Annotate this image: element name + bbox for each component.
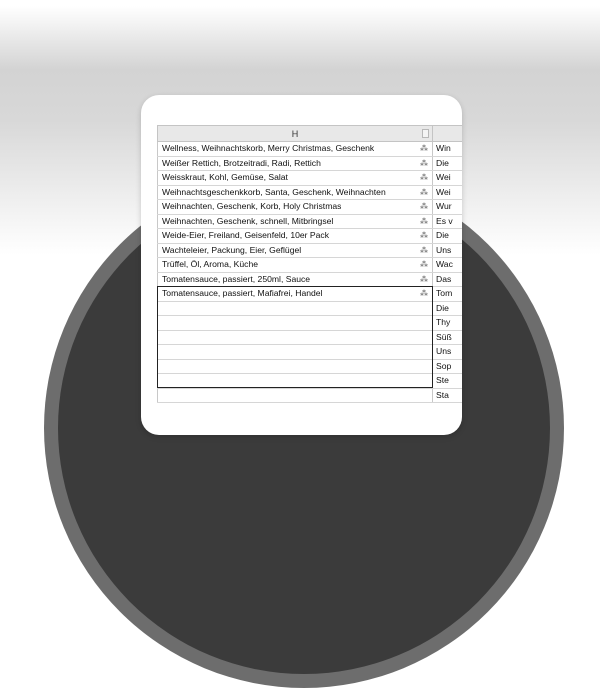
table-row bbox=[157, 200, 462, 215]
table-row bbox=[157, 374, 462, 389]
cell-text: Weisskraut, Kohl, Gemüse, Salat bbox=[162, 172, 288, 182]
cell-column-i[interactable]: Thy bbox=[436, 317, 451, 327]
cell-column-h[interactable] bbox=[157, 171, 433, 185]
cell-column-h[interactable] bbox=[157, 186, 433, 200]
cell-column-h[interactable] bbox=[157, 258, 433, 272]
cell-text: Weihnachten, Geschenk, Korb, Holy Christmas bbox=[162, 201, 342, 211]
cell-column-i[interactable]: Sta bbox=[436, 389, 449, 400]
cell-column-i[interactable]: Das bbox=[436, 273, 452, 284]
cell-column-h[interactable] bbox=[157, 287, 433, 301]
sparkles-icon[interactable]: ⁂ bbox=[420, 173, 428, 182]
sort-icon[interactable] bbox=[422, 129, 429, 138]
cell-column-i[interactable]: Wac bbox=[436, 259, 453, 269]
cell-column-i[interactable]: Die bbox=[436, 157, 449, 168]
cell-column-i[interactable]: Es v bbox=[436, 215, 453, 226]
cell-column-i[interactable]: Tom bbox=[436, 288, 453, 298]
sparkles-icon[interactable]: ⁂ bbox=[420, 216, 428, 226]
cell-column-h[interactable] bbox=[157, 302, 433, 316]
table-row bbox=[157, 186, 462, 201]
sparkles-icon[interactable]: ⁂ bbox=[420, 274, 428, 284]
table-row bbox=[157, 244, 462, 259]
cell-column-i[interactable]: Wei bbox=[436, 172, 451, 182]
cell-column-i[interactable]: Wur bbox=[436, 201, 452, 211]
sparkles-icon[interactable]: ⁂ bbox=[420, 245, 428, 255]
cell-text: Weide-Eier, Freiland, Geisenfeld, 10er Pack bbox=[162, 230, 330, 240]
sparkles-icon[interactable]: ⁂ bbox=[420, 202, 428, 211]
column-header-label: H bbox=[291, 129, 299, 139]
table-row bbox=[157, 345, 462, 360]
table-row bbox=[157, 331, 462, 346]
table-row bbox=[157, 316, 462, 331]
cell-text: Tomatensauce, passiert, 250ml, Sauce bbox=[162, 273, 311, 284]
sparkles-icon[interactable]: ⁂ bbox=[420, 187, 428, 197]
cell-text: Tomatensauce, passiert, Mafiafrei, Handel bbox=[162, 288, 323, 298]
cell-column-h[interactable] bbox=[157, 229, 433, 243]
table-row bbox=[157, 142, 462, 157]
table-row bbox=[157, 171, 462, 186]
cell-column-h[interactable] bbox=[157, 157, 433, 171]
cell-column-h[interactable] bbox=[157, 316, 433, 330]
cell-column-i[interactable]: Die bbox=[436, 302, 449, 313]
cell-column-i[interactable]: Wei bbox=[436, 186, 451, 197]
table-row bbox=[157, 273, 462, 288]
cell-text: Wellness, Weihnachtskorb, Merry Christmas, Geschenk bbox=[162, 143, 375, 153]
table-row bbox=[157, 360, 462, 375]
cell-text: Weihnachtsgeschenkkorb, Santa, Geschenk, Weihnachten bbox=[162, 186, 386, 197]
sparkles-icon[interactable]: ⁂ bbox=[420, 260, 428, 269]
cell-column-h[interactable] bbox=[157, 360, 433, 374]
cell-column-h[interactable] bbox=[157, 389, 433, 403]
cell-text: Trüffel, Öl, Aroma, Küche bbox=[162, 259, 259, 269]
cell-text: Wachteleier, Packung, Eier, Geflügel bbox=[162, 244, 302, 255]
cell-column-h[interactable] bbox=[157, 273, 433, 287]
cell-column-h[interactable] bbox=[157, 244, 433, 258]
table-row bbox=[157, 229, 462, 244]
table-rows bbox=[157, 142, 462, 403]
cell-column-i[interactable]: Süß bbox=[436, 331, 452, 342]
cell-column-h[interactable] bbox=[157, 200, 433, 214]
cell-text: Weißer Rettich, Brotzeitradi, Radi, Rettich bbox=[162, 157, 321, 168]
sparkles-icon[interactable]: ⁂ bbox=[420, 158, 428, 168]
table-row bbox=[157, 287, 462, 302]
table-row bbox=[157, 389, 462, 404]
cell-column-i[interactable]: Win bbox=[436, 143, 451, 153]
sparkles-icon[interactable]: ⁂ bbox=[420, 144, 428, 153]
sparkles-icon[interactable]: ⁂ bbox=[420, 289, 428, 298]
cell-column-i[interactable]: Ste bbox=[436, 375, 449, 385]
cell-column-i[interactable]: Uns bbox=[436, 244, 452, 255]
table-row bbox=[157, 215, 462, 230]
cell-column-h[interactable] bbox=[157, 374, 433, 388]
spreadsheet bbox=[157, 125, 462, 405]
table-row bbox=[157, 302, 462, 317]
cell-column-i[interactable]: Sop bbox=[436, 360, 452, 371]
column-header-h[interactable] bbox=[157, 125, 433, 142]
cell-column-h[interactable] bbox=[157, 345, 433, 359]
cell-column-h[interactable] bbox=[157, 215, 433, 229]
cell-column-h[interactable] bbox=[157, 331, 433, 345]
table-row bbox=[157, 258, 462, 273]
table-row bbox=[157, 157, 462, 172]
cell-text: Weihnachten, Geschenk, schnell, Mitbringsel bbox=[162, 215, 334, 226]
cell-column-i[interactable]: Die bbox=[436, 230, 449, 240]
cell-column-h[interactable] bbox=[157, 142, 433, 156]
sparkles-icon[interactable]: ⁂ bbox=[420, 231, 428, 240]
cell-column-i[interactable]: Uns bbox=[436, 346, 452, 356]
column-header-i[interactable] bbox=[433, 125, 462, 142]
